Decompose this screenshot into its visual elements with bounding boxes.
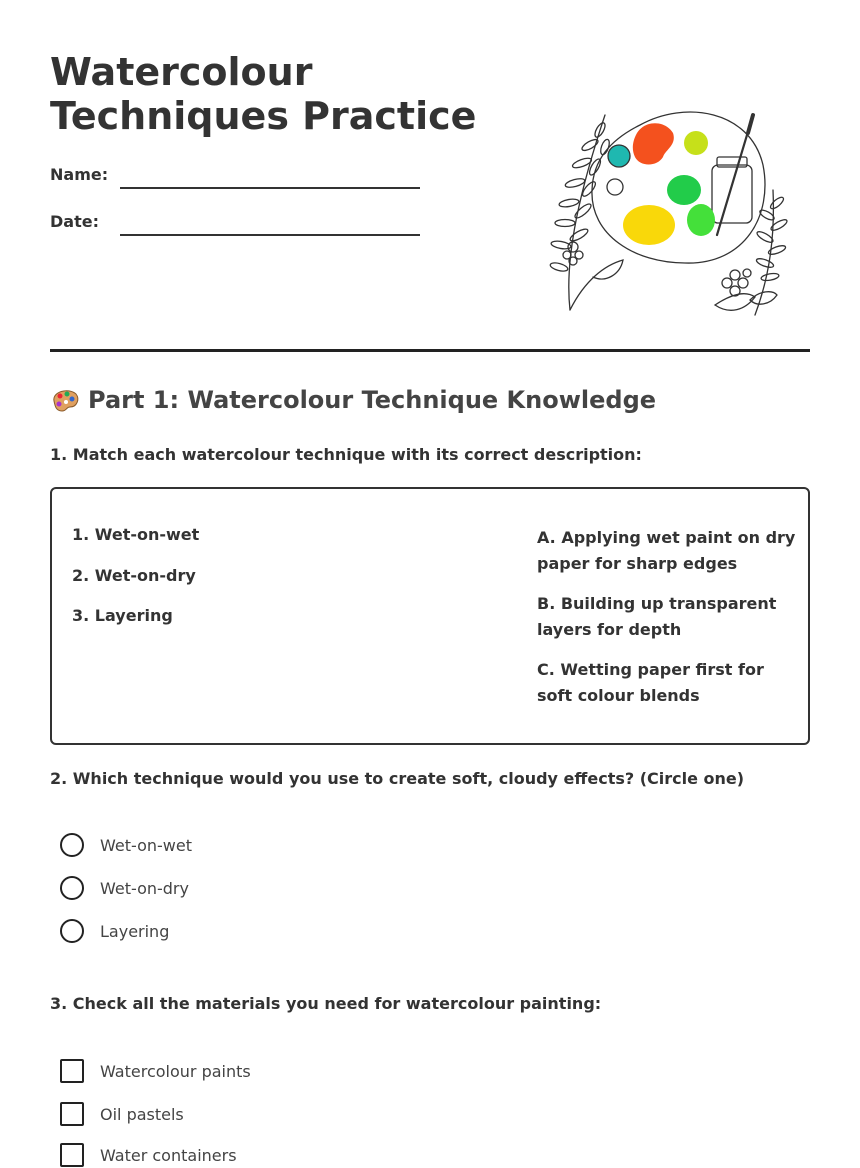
part1-title: Part 1: Watercolour Technique Knowledge <box>88 386 657 414</box>
radio-option[interactable] <box>60 832 192 858</box>
name-label: Name: <box>50 165 109 184</box>
radio-label: Wet-on-wet <box>100 835 192 855</box>
radio-button[interactable] <box>60 876 84 900</box>
technique-item: 3. Layering <box>72 606 173 625</box>
radio-option[interactable] <box>60 875 189 901</box>
description-item: B. Building up transparent layers for depth <box>537 594 777 639</box>
technique-list <box>72 525 199 647</box>
leaf-icon <box>549 121 611 272</box>
date-label: Date: <box>50 212 99 231</box>
technique-item: 1. Wet-on-wet <box>72 525 200 544</box>
checkbox[interactable] <box>60 1102 84 1126</box>
palette-icon <box>50 387 80 413</box>
description-list <box>537 525 797 723</box>
name-field[interactable] <box>120 187 420 189</box>
matching-box <box>50 487 810 745</box>
description-item: C. Wetting paper first for soft colour blends <box>537 660 764 705</box>
water-jar <box>712 165 752 223</box>
checkbox[interactable] <box>60 1059 84 1083</box>
description-item: A. Applying wet paint on dry paper for sharp edges <box>537 528 796 573</box>
worksheet-title: Watercolour Techniques Practice <box>50 50 477 138</box>
question-2: 2. Which technique would you use to create soft, cloudy effects? (Circle one) <box>50 769 745 788</box>
checkbox[interactable] <box>60 1143 84 1167</box>
checkbox-label: Watercolour paints <box>100 1061 251 1081</box>
radio-label: Wet-on-dry <box>100 878 189 898</box>
radio-button[interactable] <box>60 833 84 857</box>
palette-illustration <box>545 105 790 320</box>
checkbox-option[interactable] <box>60 1142 237 1168</box>
checkbox-label: Water containers <box>100 1145 237 1165</box>
question-1: 1. Match each watercolour technique with its correct description: <box>50 445 642 464</box>
checkbox-option[interactable] <box>60 1058 251 1084</box>
checkbox-label: Oil pastels <box>100 1104 184 1124</box>
checkbox-option[interactable] <box>60 1101 184 1127</box>
radio-option[interactable] <box>60 918 169 944</box>
technique-item: 2. Wet-on-dry <box>72 565 196 585</box>
paint-wells <box>608 123 715 245</box>
radio-button[interactable] <box>60 919 84 943</box>
part1-heading <box>50 386 656 414</box>
question-3: 3. Check all the materials you need for watercolour painting: <box>50 994 602 1013</box>
radio-label: Layering <box>100 921 170 941</box>
date-field[interactable] <box>120 234 420 236</box>
section-divider <box>50 349 810 352</box>
